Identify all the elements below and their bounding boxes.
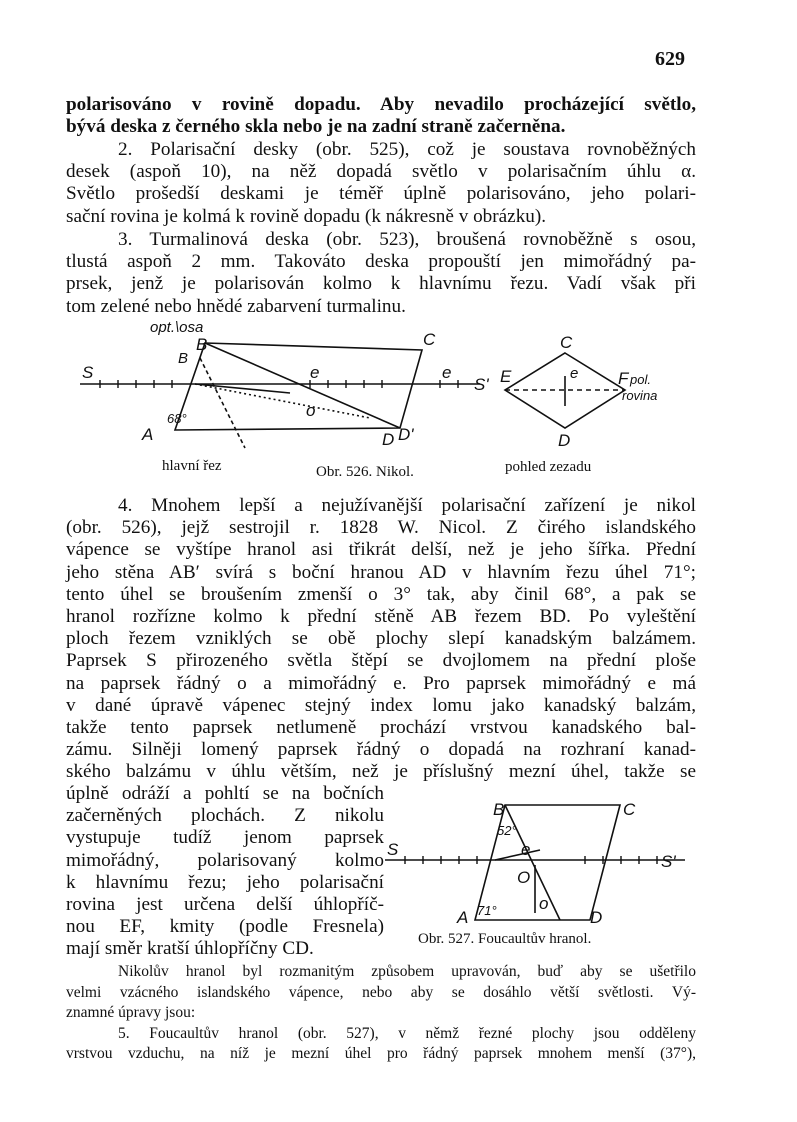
- label-rovina: rovina: [622, 388, 658, 403]
- text-line: tento úhel se broušením zmenší o 3° tak, aby činil 68°, a pak se: [66, 583, 696, 605]
- label-D-prime: D': [398, 425, 414, 444]
- figure-526-right-label: pohled zezadu: [505, 459, 592, 475]
- text-line: desek (aspoň 10), na něž dopadá světlo v polarisačním úhlu α.: [66, 161, 696, 183]
- label-D: D: [382, 430, 395, 449]
- label-S-prime: S': [474, 375, 489, 394]
- paragraph-nikol-continued: [66, 783, 384, 961]
- text-line: znamné úpravy jsou:: [66, 1004, 196, 1021]
- paragraph-polarisacni-desky: [66, 139, 696, 228]
- label-B2: B: [196, 335, 208, 354]
- text-line: sační rovina je kolmá k rovině dopadu (k nákresně v obrázku).: [66, 205, 547, 227]
- text-line: velmi vzácného islandského vápence, nebo aby se dosáhlo větší světlosti. Vý-: [66, 983, 696, 1001]
- label-C: C: [423, 330, 436, 349]
- text-line: hranol rozřízne kolmo k přední stěně AB řezem BD. Po vyleštění: [66, 606, 696, 628]
- label-o: o: [306, 401, 316, 420]
- ordinary-ray: [195, 384, 290, 393]
- page-number: 629: [655, 48, 685, 70]
- prism-outline: [175, 343, 422, 430]
- text-line: vápence se vyštípe hranol asi třikrát delší, než je jeho šířka. Přední: [66, 539, 696, 561]
- text-line: zámu. Silněji lomený paprsek řádný o dopadá na rozhraní kanad-: [66, 739, 696, 761]
- text-line: na paprsek řádný o a mimořádný e. Pro paprsek mimořádný e má: [66, 672, 696, 694]
- label-e2: e: [442, 363, 452, 382]
- label-e: e: [521, 840, 531, 859]
- label-S-prime: S': [661, 852, 676, 871]
- text-line: 2. Polarisační desky (obr. 525), což je soustava rovnoběžných: [118, 139, 696, 160]
- text-line: (obr. 526), jejž sestrojil r. 1828 W. Nicol. Z čirého islandského: [66, 517, 696, 539]
- label-e: e: [310, 363, 320, 382]
- text-line: začerněných plochách. Z nikolu: [66, 805, 384, 827]
- figure-526-caption: Obr. 526. Nikol.: [316, 464, 414, 480]
- label-rear-F: F: [618, 369, 629, 388]
- text-line: jeho stěna AB′ svírá s boční hranou AD v hlavním řezu úhel 71°;: [66, 561, 696, 583]
- label-angle: 68°: [167, 411, 187, 426]
- label-O: O: [517, 868, 531, 887]
- reflected-ray: [495, 850, 540, 860]
- label-rear-D: D: [558, 431, 571, 450]
- label-S: S: [387, 840, 399, 859]
- text-line: k hlavnímu řezu; jeho polarisační: [66, 871, 384, 893]
- label-A: A: [457, 908, 469, 927]
- label-rear-e: e: [570, 365, 579, 382]
- reflected-ray: [195, 384, 370, 418]
- text-line: mají směr kratší úhlopříčny CD.: [66, 938, 314, 960]
- text-line: ploch řezem vzniklých se obě plochy slepí kanadským balzámem.: [66, 628, 696, 650]
- label-C: C: [623, 800, 636, 819]
- text-line: vystupuje tudíž jenom paprsek: [66, 827, 384, 849]
- label-D: D: [590, 908, 603, 927]
- figure-527-caption: Obr. 527. Foucaultův hranol.: [418, 931, 592, 947]
- text-line: tlustá aspoň 2 mm. Takováto deska propouští jen mimořádný pa-: [66, 251, 696, 273]
- paragraph-nikol: [66, 495, 696, 784]
- small-print-notes: [66, 962, 696, 1065]
- label-B1: B: [178, 350, 189, 367]
- text-line: Světlo prošedší deskami je téměř úplně polarisováno, jeho polari-: [66, 183, 696, 205]
- text-line: prsek, jenž je polarisován kolmo k hlavnímu řezu. Vadí však při: [66, 273, 696, 295]
- text-line: rovina jest určena delší úhlopříč-: [66, 894, 384, 916]
- paragraph-turmalinova-deska: [66, 229, 696, 318]
- cut-line: [205, 343, 400, 428]
- text-line: úplně odráží a pohltí se na bočních: [66, 783, 384, 804]
- figure-526-left-label: hlavní řez: [162, 458, 222, 474]
- text-line: ského balzámu v úhlu větším, než je příslušný mezní úhel, takže se: [66, 761, 696, 783]
- text-line: mimořádný, polarisovaný kolmo: [66, 849, 384, 871]
- text-line: tom zelené nebo hnědé zabarvení turmalinu.: [66, 295, 406, 317]
- figure-527-foucault-diagram: [385, 795, 700, 935]
- label-rear-C: C: [560, 333, 573, 352]
- paragraph-continuation: [66, 94, 696, 138]
- label-A: A: [142, 425, 154, 444]
- text-line: Paprsek S přirozeného světla štěpí se dvojlomem na přední ploše: [66, 650, 696, 672]
- label-rear-E: E: [500, 367, 512, 386]
- text-line: polarisováno v rovině dopadu. Aby nevadilo procházející světlo,: [66, 94, 696, 115]
- label-S: S: [82, 363, 94, 382]
- text-line: takže tento paprsek netlumeně prochází vrstvou kanadského bal-: [66, 717, 696, 739]
- text-line: 3. Turmalinová deska (obr. 523), broušená rovnoběžně s osou,: [118, 229, 696, 250]
- text-line: Nikolův hranol byl rozmanitým způsobem upravován, buď aby se ušetřilo: [118, 963, 696, 980]
- label-opt-osa: opt.\osa: [150, 319, 204, 336]
- label-angle-71: 71°: [477, 903, 497, 918]
- text-line: v dané úpravě vápenec stejný index lomu jako kanadský balzám,: [66, 694, 696, 716]
- text-line: vrstvou vzduchu, na níž je mezní úhel pro řádný paprsek mnohem menší (37°),: [66, 1045, 696, 1062]
- text-line: 5. Foucaultův hranol (obr. 527), v němž řezné plochy jsou odděleny: [118, 1024, 696, 1042]
- label-B: B: [493, 800, 505, 819]
- text-line: bývá deska z černého skla nebo je na zadní straně začerněna.: [66, 116, 566, 138]
- label-o: o: [539, 894, 549, 913]
- label-angle-52: 52°: [497, 823, 517, 838]
- text-line: 4. Mnohem lepší a nejužívanější polarisační zařízení je nikol: [118, 495, 696, 516]
- text-line: nou EF, kmity (podle Fresnela): [66, 916, 384, 938]
- label-pol: pol.: [630, 372, 651, 387]
- optic-axis: [200, 358, 245, 448]
